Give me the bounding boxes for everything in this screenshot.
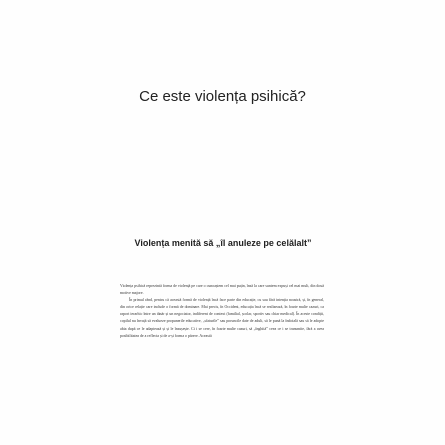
section-title: Violența menită să „îl anuleze pe celălalt” — [134, 238, 312, 248]
paragraph-1: Violența psihică reprezintă forma de violență pe care o cunoaștem cel mai puțin, însă la care suntem expuși cel mai mult, din două motive majore. — [120, 284, 324, 296]
body-text — [120, 283, 324, 340]
paragraph-2: În primul rând, pentru că această formă de violență încă face parte din educație, cu sau fără intenția noastră, și, în general, din orice relație care include o formă de dominare. Mai precis, în Occident, educația încă se realizează, în foarte multe cazuri, ca raport ierarhic între un tânăr și un negociator, indiferent de context (familial, școlar, sportiv sau chiar medical). În aceste condiții, copilul nu învață să evalueze propunerile educative, „sfaturile” sau poruncile date de adult, să le pună la îndoială sau să le adopte abia după ce le adaptează și și le însușește. Ci i se cere, în foarte multe cazuri, să „înghită” ceea ce i se transmite, fără a avea posibilitatea de a reflecta și de a-și forma o părere. Această — [120, 298, 324, 338]
chapter-title: Ce este violența psihică? — [139, 88, 306, 105]
